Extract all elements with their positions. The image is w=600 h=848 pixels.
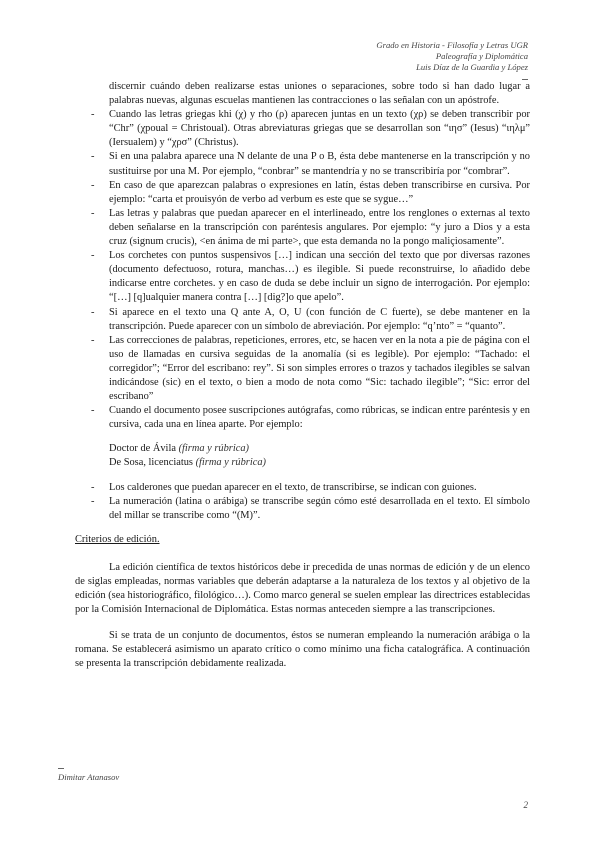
signature-examples (75, 442, 530, 470)
signature-name: Doctor de Ávila (109, 443, 176, 455)
footer-divider (58, 768, 64, 769)
rule-item: - En caso de que aparezcan palabras o expresiones en latín, éstas deben transcribirse en cursiva. Por ejemplo: “carta et prouisyón de verbo ad verbum es este que se sygue…” (75, 179, 530, 207)
header-course: Grado en Historia - Filosofía y Letras UGR (376, 40, 528, 50)
section-heading: Criterios de edición. (75, 533, 160, 545)
rule-item: - Cuando el documento posee suscripciones autógrafas, como rúbricas, se indican entre paréntesis y en cursiva, cada una en línea aparte. Por ejemplo: (75, 404, 530, 432)
rule-item: - Las correcciones de palabras, repeticiones, errores, etc, se hacen ver en la nota a pie de página con el uso de llamadas en cursiva seguidas de la anomalía (si es legible). Por ejemplo: “Tachado: el corregidor”; “Error del escribano: rey”. Si son simples errores o trazos y tachados ilegibles se salvan indicándose (sic) en el texto, o bien a modo de nota como “Sic: tachado ilegible”; “Sic: error del escribano” (75, 334, 530, 404)
rule-item: - Los corchetes con puntos suspensivos […] indican una sección del texto que por diversas razones (documento defectuoso, rotura, manchas…) es ilegible. Si puede reconstruirse, lo añadido debe indicarse entre corchetes. y en caso de duda se debe incluir un signo de interrogación. Por ejemplo: “[…] [q]ualquier manera contra […] [dig?]o que apelo”. (75, 249, 530, 305)
rule-item: - Si aparece en el texto una Q ante A, O, U (con función de C fuerte), se debe mantener en la transcripción. Puede aparecer con un símbolo de abreviación. Por ejemplo: “q’nto” = “quanto”. (75, 306, 530, 334)
page-number: 2 (523, 800, 528, 810)
header-teacher: Luis Díaz de la Guardia y López (416, 62, 528, 72)
body-paragraph: Si se trata de un conjunto de documentos, éstos se numeran empleando la numeración arábiga o la romana. Se establecerá asimismo un aparato crítico o como mínimo una ficha catalográfica. A continuación se presenta la transcripción debidamente realizada. (75, 630, 530, 670)
signature-note: (firma y rúbrica) (178, 443, 249, 455)
rule-item: - Las letras y palabras que puedan aparecer en el interlineado, entre los renglones o externas al texto deben señalarse en la transcripción con paréntesis angulares. Por ejemplo: “y juro a Dios y a esta cruz (signum crucis), <en ánima de mi parte>, que esta demanda no la pongo maliçiosamente”. (75, 207, 530, 249)
footer-author: Dimitar Atanasov (58, 772, 120, 782)
rule-item: - La numeración (latina o arábiga) se transcribe según cómo esté desarrollada en el texto. El símbolo del millar se transcribe como “(M)”. (75, 495, 530, 523)
signature-name: De Sosa, licenciatus (109, 457, 193, 469)
rule-item: - Los calderones que puedan aparecer en el texto, de transcribirse, se indican con guiones. (75, 481, 530, 495)
continuation-text: discernir cuándo deben realizarse estas uniones o separaciones, sobre todo si han dado lugar a palabras nuevas, algunas escuelas mantienen las contracciones o las señalan con un apóstrofe. (109, 81, 530, 107)
body-paragraph: La edición científica de textos históricos debe ir precedida de unas normas de edición y de un elenco de siglas empleadas, normas variables que deberán adaptarse a la naturaleza de los textos y al objetivo de la edición (sea historiográfico, filológico…). Como marco general se suelen emplear las directrices establecidas por la Comisión Internacional de Diplomática. Estas normas anteceden siempre a las transcripciones. (75, 561, 530, 616)
rule-item: - Si en una palabra aparece una N delante de una P o B, ésta debe mantenerse en la transcripción y no sustituirse por una M. Por ejemplo, “conbrar” se mantendría y no se transcribiría por “combrar”. (75, 150, 530, 178)
signature-example (75, 442, 530, 456)
rule-item: - Cuando las letras griegas khi (χ) y rho (ρ) aparecen juntas en un texto (χρ) se deben transcribir por “Chr” (χpoual = Christoual). Otras abreviaturas griegas que se desarrollan son “ιησ” (Iesus) “ιηλμ” (Iersualem) y “χρσ” (Christus). (75, 108, 530, 150)
transcription-rules-list (75, 108, 530, 432)
page-header (376, 40, 528, 73)
header-subject: Paleografía y Diplomática (435, 51, 528, 61)
signature-example (75, 456, 530, 470)
document-body (75, 80, 530, 684)
signature-note: (firma y rúbrica) (195, 457, 266, 469)
transcription-rules-list-continued (75, 481, 530, 523)
